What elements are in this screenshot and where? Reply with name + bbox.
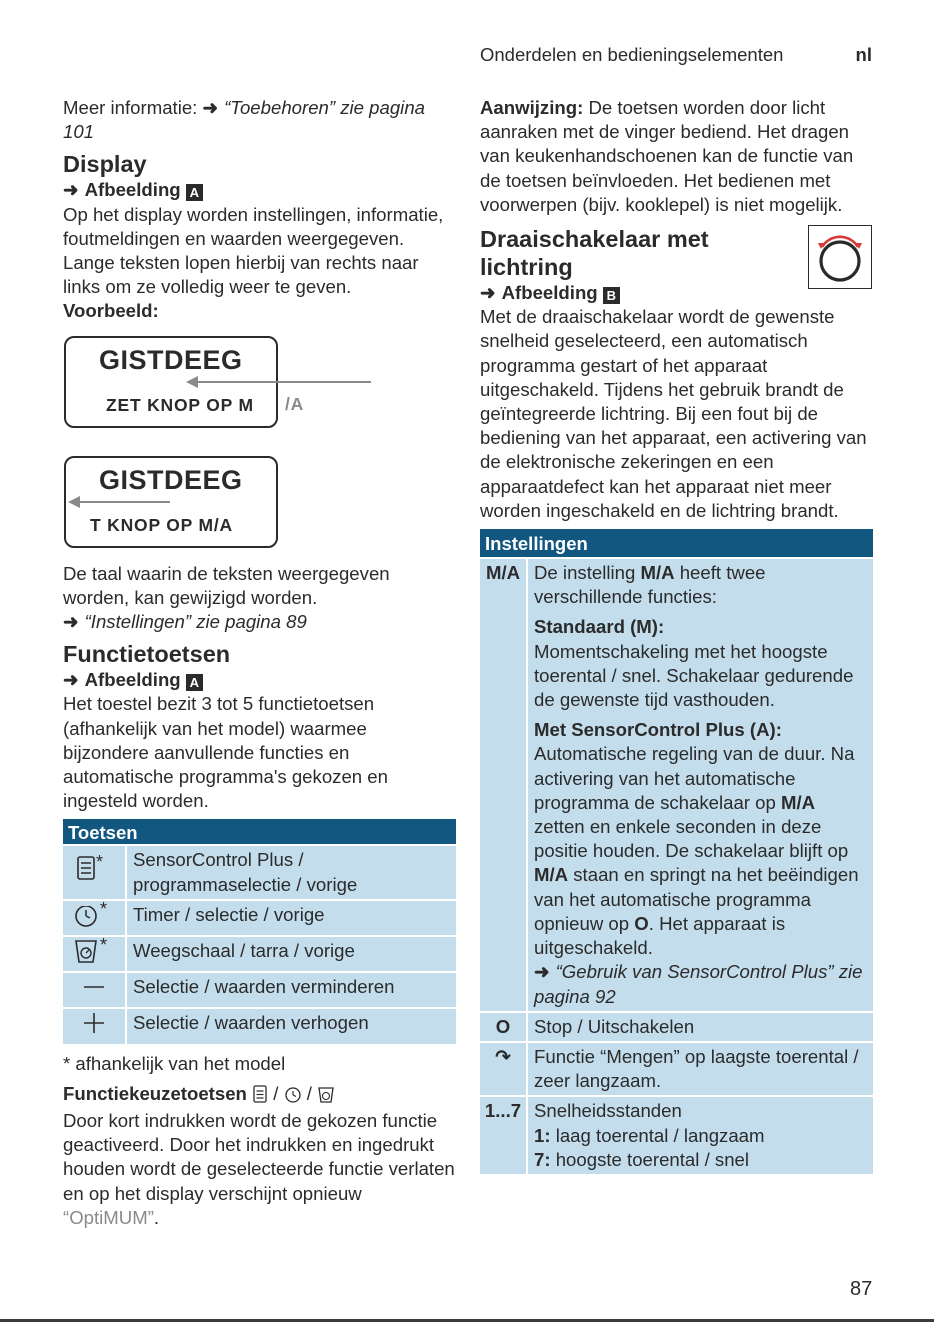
display-heading: Display xyxy=(63,151,147,178)
sensorcontrol-link[interactable]: “Gebruik van SensorControl Plus” zie pagina 92 xyxy=(534,961,863,1007)
key-description: Selectie / waarden verhogen xyxy=(127,1009,456,1043)
svg-text:*: * xyxy=(100,900,108,919)
svg-text:*: * xyxy=(96,852,104,873)
keuze-heading-line: Functiekeuzetoetsen / / xyxy=(63,1082,456,1109)
functietoetsen-text: Het toestel bezit 3 tot 5 functietoetsen (afhankelijk van het model) waarmee bijzondere aanvullende functies en automatische programma's gekozen en ingesteld worden. xyxy=(63,693,388,812)
sensorcontrol-text: Automatische regeling van de duur. Na activering van het automatische programma de schakelaar op M/A zetten en enkele seconden in deze positie houden. De schakelaar blijft op M/A staan en springt na het beëindigen van het automatische programma opnieuw op O. Het apparaat is uitgeschakeld. xyxy=(534,743,859,959)
arrow-right-icon: ➜ xyxy=(202,97,219,118)
table-footnote: * afhankelijk van het model xyxy=(63,1052,286,1074)
table-row xyxy=(480,1013,873,1041)
functietoetsen-heading: Functietoetsen xyxy=(63,641,231,668)
lcd-line-1: GISTDEEG xyxy=(99,344,243,375)
table-row xyxy=(63,1009,456,1043)
setting-key-speeds: 1...7 xyxy=(480,1097,528,1174)
settings-table-header: Instellingen xyxy=(480,529,873,557)
table-row xyxy=(63,937,456,971)
table-row xyxy=(63,901,456,935)
language-text: De taal waarin de teksten weergegeven worden, kan gewijzigd worden. xyxy=(63,562,390,608)
scale-icon xyxy=(317,1085,335,1109)
setting-description: Snelheidsstanden 1: laag toerental / langzaam 7: hoogste toerental / snel xyxy=(528,1097,873,1174)
plus-icon xyxy=(63,1009,127,1043)
lcd-frame xyxy=(64,336,305,428)
keys-table xyxy=(63,819,456,1045)
arrow-right-icon: ➜ xyxy=(63,669,79,691)
hint-label: Aanwijzing: xyxy=(480,97,584,118)
program-list-icon xyxy=(63,846,127,898)
display-text: Op het display worden instellingen, informatie, foutmeldingen en waarden weergegeven. Lange teksten lopen hierbij van rechts naar links om ze volledig weer te geven. xyxy=(63,203,444,298)
page-number: 87 xyxy=(850,1278,873,1300)
rotary-knob-icon xyxy=(808,225,872,289)
page-bottom-rule xyxy=(0,1319,934,1322)
table-row xyxy=(480,1097,873,1174)
keuze-heading: Functiekeuzetoetsen xyxy=(63,1082,247,1104)
keuze-text: Door kort indrukken wordt de gekozen functie geactiveerd. Door het indrukken en ingedrukt houden wordt de geselecteerde functie verlaten en op het display verschijnt opnieuw “OptiMUM”. xyxy=(63,1110,455,1228)
lcd-line-2: ZET KNOP OP M xyxy=(106,394,254,415)
more-info: Meer informatie: ➜ “Toebehoren” zie pagina 101 xyxy=(63,97,425,143)
draai-heading-line-1: Draaischakelaar met xyxy=(480,226,709,253)
minus-icon xyxy=(63,973,127,1007)
left-column xyxy=(63,96,456,1230)
lcd-overflow-text: /A xyxy=(285,393,305,414)
settings-table xyxy=(480,529,873,1176)
arrow-right-icon: ➜ xyxy=(480,282,496,304)
figure-badge: A xyxy=(186,184,203,201)
timer-icon xyxy=(284,1085,302,1109)
language-link-line xyxy=(63,610,456,634)
lcd-line-1: GISTDEEG xyxy=(99,464,243,495)
keys-table-header: Toetsen xyxy=(63,819,456,844)
lcd-line-2: T KNOP OP M/A xyxy=(90,514,233,535)
functietoetsen-figure-ref[interactable]: ➜ Afbeelding A xyxy=(63,668,456,692)
key-description: Timer / selectie / vorige xyxy=(127,901,456,935)
setting-description: Functie “Mengen” op laagste toerental / zeer langzaam. xyxy=(528,1043,873,1095)
draai-heading-block xyxy=(480,225,873,281)
setting-key-off: O xyxy=(480,1013,528,1041)
program-list-icon xyxy=(252,1085,268,1109)
sensorcontrol-link-line xyxy=(534,960,867,1008)
arrow-right-icon: ➜ xyxy=(534,961,550,983)
language-link[interactable]: “Instellingen” zie pagina 89 xyxy=(84,611,307,633)
example-label: Voorbeeld: xyxy=(63,300,159,322)
svg-text:*: * xyxy=(100,937,108,956)
table-row xyxy=(63,973,456,1007)
sensorcontrol-title: Met SensorControl Plus (A): xyxy=(534,719,782,741)
scale-icon xyxy=(63,937,127,971)
lcd-example-1 xyxy=(63,336,456,456)
language-code: nl xyxy=(855,44,872,65)
setting-description: De instelling M/A heeft twee verschillende functies: Standaard (M): Momentschakeling met het hoogste toerental / snel. Schakelaar gedurende de gewenste tijd vasthouden. Met SensorControl Plus (A): Automatische regeling van de duur. Na activering van het automatische programma de schakelaar op M/A zetten en enkele seconden in deze positie houden. De schakelaar blijft op M/A staan en springt na het beëindigen van het automatische programma opnieuw op O. Het apparaat is uitgeschakeld. ➜ “Gebruik van SensorControl Plus” zie pagina 92 xyxy=(528,559,873,1011)
optimum-display-text: “OptiMUM” xyxy=(63,1206,154,1228)
right-column xyxy=(480,96,873,1176)
table-row xyxy=(480,1043,873,1095)
display-figure-ref[interactable]: ➜ Afbeelding A xyxy=(63,178,456,202)
draai-text: Met de draaischakelaar wordt de gewenste snelheid geselecteerd, een automatisch programma gestart of het apparaat uitgeschakeld. Tijdens het gebruik brandt de geïntegreerde lichtring. Bij een fout bij de bediening van het apparaat, een activering van de elektronische zekeringen en een apparaatdefect kan het apparaat niet meer worden ingeschakeld en de lichtring brandt. xyxy=(480,306,867,521)
arrow-right-icon: ➜ xyxy=(63,179,79,201)
draai-heading-line-2: lichtring xyxy=(480,254,573,281)
lcd-frame xyxy=(64,456,278,548)
table-row xyxy=(63,846,456,898)
mix-icon: ↷ xyxy=(480,1043,528,1095)
key-description: Selectie / waarden verminderen xyxy=(127,973,456,1007)
key-description: SensorControl Plus / programmaselectie / vorige xyxy=(127,846,456,898)
setting-description: Stop / Uitschakelen xyxy=(528,1013,873,1041)
standard-text: Momentschakeling met het hoogste toerental / snel. Schakelaar gedurende de gewenste tijd vasthouden. xyxy=(534,640,854,711)
arrow-right-icon: ➜ xyxy=(63,611,79,633)
lcd-example-2 xyxy=(63,456,456,556)
figure-badge: B xyxy=(603,287,620,304)
draai-figure-ref[interactable]: ➜ Afbeelding B xyxy=(480,281,873,305)
key-description: Weegschaal / tarra / vorige xyxy=(127,937,456,971)
scroll-arrow-line xyxy=(196,381,371,383)
timer-icon xyxy=(63,901,127,935)
figure-badge: A xyxy=(186,674,203,691)
section-title: Onderdelen en bedieningselementen xyxy=(480,44,784,65)
more-info-link[interactable]: “Toebehoren” zie pagina 101 xyxy=(63,97,425,143)
scroll-arrow-line xyxy=(78,501,170,503)
standard-title: Standaard (M): xyxy=(534,616,665,638)
setting-key-ma: M/A xyxy=(480,559,528,1011)
table-row xyxy=(480,559,873,1011)
hint-paragraph: Aanwijzing: De toetsen worden door licht aanraken met de vinger bediend. Het dragen van keukenhandschoenen kan de functie van de toetsen beïnvloeden. Het bedienen met voorwerpen (bijv. kooklepel) is niet mogelijk. xyxy=(480,97,854,215)
